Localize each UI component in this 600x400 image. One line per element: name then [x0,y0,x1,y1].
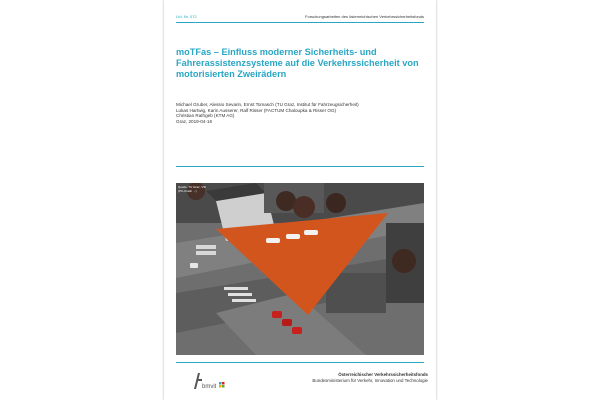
series-number: Lfd. Nr. 072 [176,14,197,19]
bmvit-logo [192,369,226,391]
authors-line-2: Lukas Hartwig, Karin Ausserer, Ralf Risser (FACTUM Chaloupka & Risser OG) [176,107,337,113]
publisher-block [312,372,428,383]
middle-divider [176,166,424,167]
bmvit-logo-icon [192,369,226,391]
cover-image [176,183,424,355]
svg-text:bmvit: bmvit [202,384,217,390]
authors-line-3: Christian Rathgeb (KTM AG) [176,113,235,119]
authors-line-1: Michael Gruber, Alessio Sevarin, Ernst Tomasch (TU Graz, Institut für Fahrzeugsicherheit) [176,102,359,107]
publisher-ministry: Bundesministerium für Verkehr, Innovation und Technologie [312,377,428,383]
series-description: Forschungsarbeiten des österreichischen Verkehrssicherheitsfonds [305,14,424,19]
place-date: Graz, 2019-04-16 [176,118,213,124]
simulation-scene-illustration [176,183,424,355]
report-title: moTFas – Einfluss moderner Sicherheits- und Fahrerassistenzsysteme auf die Verkehrssicherheit von motorisierten Zweirädern [176,47,419,79]
bottom-divider [176,362,424,363]
author-block [176,102,359,124]
image-credit: Quelle: TU Graz, VSI (PC-Crash ...) [178,185,207,193]
publisher-fund: Österreichischer Verkehrssicherheitsfonds [338,372,428,377]
report-cover-page [164,0,436,400]
top-divider [176,22,424,23]
